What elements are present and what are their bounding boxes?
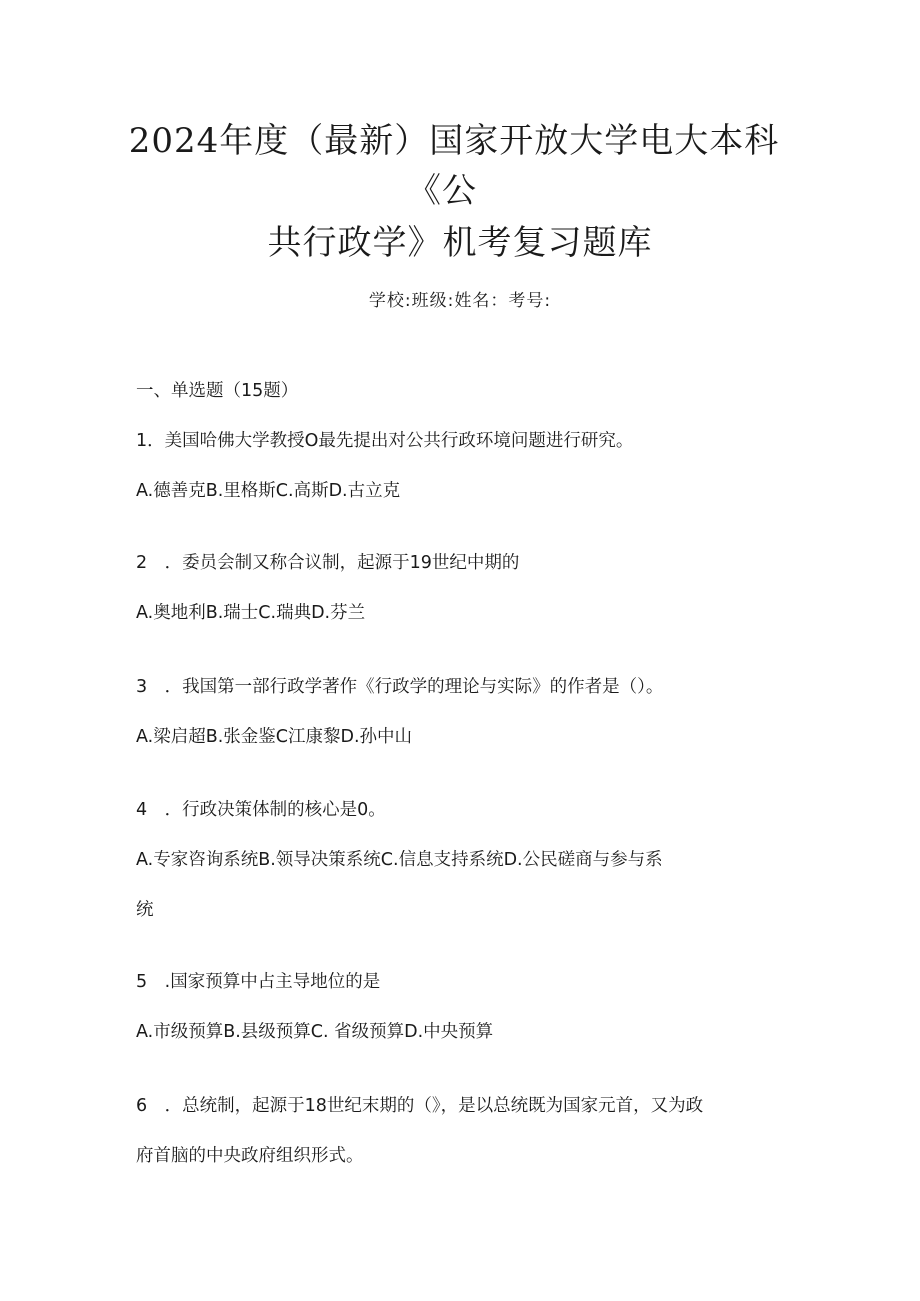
question-1-stem: 1．美国哈佛大学教授O最先提出对公共行政环境问题进行研究。	[136, 431, 634, 451]
question-1-options: A.德善克B.里格斯C.高斯D.古立克	[136, 481, 401, 501]
section-heading: 一、单选题（15题）	[136, 381, 299, 401]
document-title-line-1: 2024年度（最新）国家开放大学电大本科	[128, 121, 780, 161]
question-4-options-continued: 统	[136, 900, 154, 920]
question-5-stem: 5 .国家预算中占主导地位的是	[136, 972, 381, 992]
question-6-stem-continued: 府首脑的中央政府组织形式。	[136, 1146, 364, 1166]
question-5-options: A.市级预算B.县级预算C. 省级预算D.中央预算	[136, 1022, 494, 1042]
question-3-options: A.梁启超B.张金鉴C江康黎D.孙中山	[136, 727, 413, 747]
student-info-line: 学校:班级:姓名：考号:	[368, 291, 552, 311]
question-4-options: A.专家咨询系统B.领导决策系统C.信息支持系统D.公民磋商与参与系	[136, 850, 663, 870]
question-6-stem: 6 ．总统制，起源于18世纪末期的（》，是以总统既为国家元首，又为政	[136, 1096, 704, 1116]
document-title-line-2: 共行政学》机考复习题库	[267, 223, 653, 263]
question-4-stem: 4 ．行政决策体制的核心是0。	[136, 800, 386, 820]
question-2-stem: 2 ．委员会制又称合议制，起源于19世纪中期的	[136, 553, 520, 573]
question-2-options: A.奥地利B.瑞士C.瑞典D.芬兰	[136, 603, 366, 623]
document-title-line-2-prefix: 《公	[407, 171, 477, 211]
question-3-stem: 3 ．我国第一部行政学著作《行政学的理论与实际》的作者是（）。	[136, 677, 664, 697]
